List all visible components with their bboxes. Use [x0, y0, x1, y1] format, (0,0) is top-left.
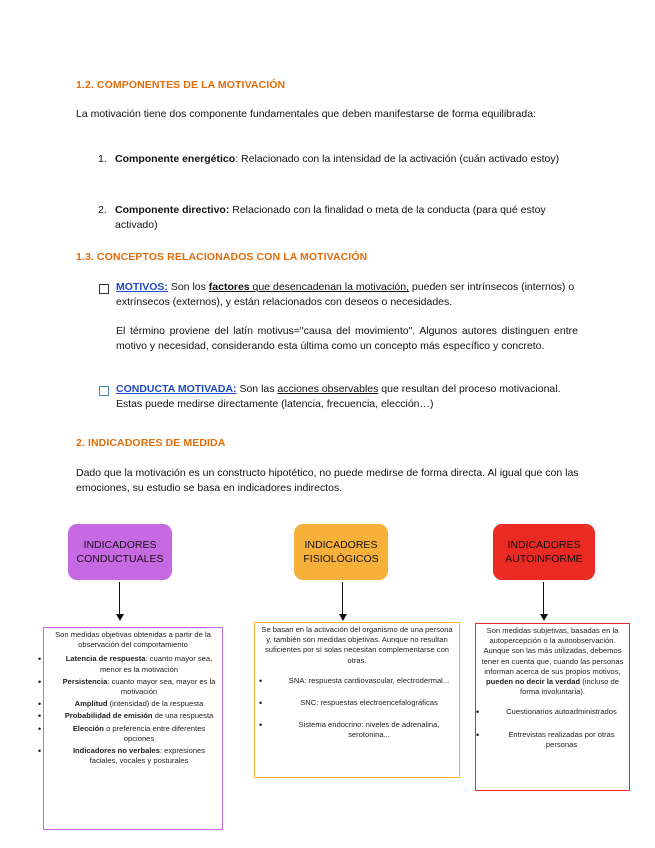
bullet-text: : expresiones faciales, vocales y posturales [89, 746, 206, 766]
conducta-rest: que resultan del proceso motivacional. Estas puede medirse directamente (latencia, frecuencia, elección…) [116, 383, 561, 410]
pill-title-line2: CONDUCTUALES [76, 553, 164, 565]
box-intro: Se basan en la activación del organismo de una persona y, también son medidas objetivas. Aunque no resultan suficientes por sí solas necesitan complementarse con otras. [261, 625, 453, 665]
list-item: • Cuestionarios autoadministrados [486, 707, 625, 717]
motivos-etimologia: El término proviene del latín motivus="causa del movimiento". Algunos autores distinguen entre motivo y necesidad, considerando esta última como un concepto más específico y concreto. [116, 325, 578, 352]
checkbox-conducta[interactable] [99, 386, 109, 396]
box-fisiologicos [254, 622, 460, 778]
list-item-directivo [98, 203, 578, 232]
checkbox-motivos[interactable] [99, 284, 109, 294]
list-item: • Sistema endocrino: niveles de adrenalina, serotonina... [269, 720, 455, 740]
term-energetico: Componente energético [115, 153, 236, 165]
list-item [48, 711, 218, 721]
box-intro: Son medidas objetivas obtenidas a partir de la observación del comportamiento [55, 630, 211, 650]
pill-title-line2: AUTOINFORME [505, 553, 583, 565]
motivos-paragraph [116, 280, 578, 309]
list-number: 1. [98, 153, 107, 165]
box-conductuales [43, 627, 223, 830]
text: Son las [236, 383, 278, 395]
term-directivo: Componente directivo: [115, 204, 230, 216]
bullet-term: Indicadores no verbales [72, 746, 160, 756]
list-item [48, 724, 218, 744]
arrow-fisiologico [342, 582, 343, 616]
list-item [48, 746, 218, 766]
bullet-text: : cuanto mayor sea, menor es la motivación [99, 654, 213, 674]
conducta-paragraph [116, 382, 578, 411]
bullet-term: Elección [72, 723, 104, 733]
list-item-energetico [98, 152, 578, 167]
componentes-intro: La motivación tiene dos componente fundamentales que deben manifestarse de forma equilibrada: [76, 108, 536, 120]
bullet-text: de una respuesta [152, 711, 214, 721]
bullet-term: Latencia de respuesta [65, 654, 146, 664]
box-autoinforme [475, 623, 630, 791]
indicadores-intro: Dado que la motivación es un constructo hipotético, no puede medirse de forma directa. Al igual que con las emociones, su estudio se basa en indicadores indirectos. [76, 467, 579, 494]
factores-term: factores [208, 281, 250, 293]
list-item: • SNC: respuestas electroencefalográficas [269, 698, 455, 708]
text: Son los [167, 281, 209, 293]
bullet-term: Probabilidad de emisión [64, 711, 153, 721]
list-item [48, 699, 218, 709]
list-item [48, 654, 218, 674]
pill-conductuales [68, 524, 172, 580]
arrow-conductual [119, 582, 120, 616]
intro-text-end: (incluso de forma involuntaria). [520, 677, 619, 697]
def-energetico: : Relacionado con la intensidad de la activación (cuán activado estoy) [235, 153, 560, 165]
list-item [48, 677, 218, 697]
bullet-text: o preferencia entre diferentes opciones [103, 723, 206, 743]
bullet-term: Amplitud [74, 699, 108, 709]
pill-fisiologicos [294, 524, 388, 580]
heading-conceptos: 1.3. CONCEPTOS RELACIONADOS CON LA MOTIVACIÓN [76, 251, 368, 263]
arrow-head [540, 614, 548, 621]
intro-bold: pueden no decir la verdad [486, 677, 581, 687]
pill-title-line1: INDICADORES [83, 539, 157, 551]
arrow-head [116, 614, 124, 621]
def-directivo: Relacionado con la finalidad o meta de la conducta (para qué estoy activado) [115, 204, 546, 231]
acciones-observables: acciones observables [277, 383, 379, 395]
intro-text: Son medidas subjetivas, basadas en la autopercepción o la autoobservación. Aunque son las más utilizadas, debemos tener en cuenta que, cuando las personas informan acerca de sus propios motivos, [481, 626, 624, 676]
bullet-text: : cuanto mayor sea, mayor es la motivación [107, 676, 216, 697]
list-number: 2. [98, 204, 107, 216]
motivos-rest: pueden ser intrínsecos (internos) o extrínsecos (externos), y están relacionados con deseos o necesidades. [116, 281, 575, 308]
pill-title-line1: INDICADORES [304, 539, 378, 551]
box-intro [480, 626, 625, 697]
arrow-head [339, 614, 347, 621]
pill-autoinforme [493, 524, 595, 580]
heading-componentes: 1.2. COMPONENTES DE LA MOTIVACIÓN [76, 79, 286, 91]
list-item: • Entrevistas realizadas por otras personas [486, 730, 625, 750]
pill-title-line2: FISIOLÓGICOS [303, 553, 379, 565]
motivos-link[interactable]: MOTIVOS: [116, 281, 168, 293]
motivos-underlined: que desencadenan la motivación, [249, 281, 410, 293]
conducta-link[interactable]: CONDUCTA MOTIVADA: [116, 383, 237, 395]
pill-title-line1: INDICADORES [507, 539, 581, 551]
list-item: • SNA: respuesta cardiovascular, electrodermal... [269, 676, 455, 686]
bullet-text: (intensidad) de la respuesta [107, 699, 204, 709]
bullet-term: Persistencia [62, 676, 108, 686]
arrow-autoinforme [543, 582, 544, 616]
heading-indicadores: 2. INDICADORES DE MEDIDA [76, 437, 226, 449]
